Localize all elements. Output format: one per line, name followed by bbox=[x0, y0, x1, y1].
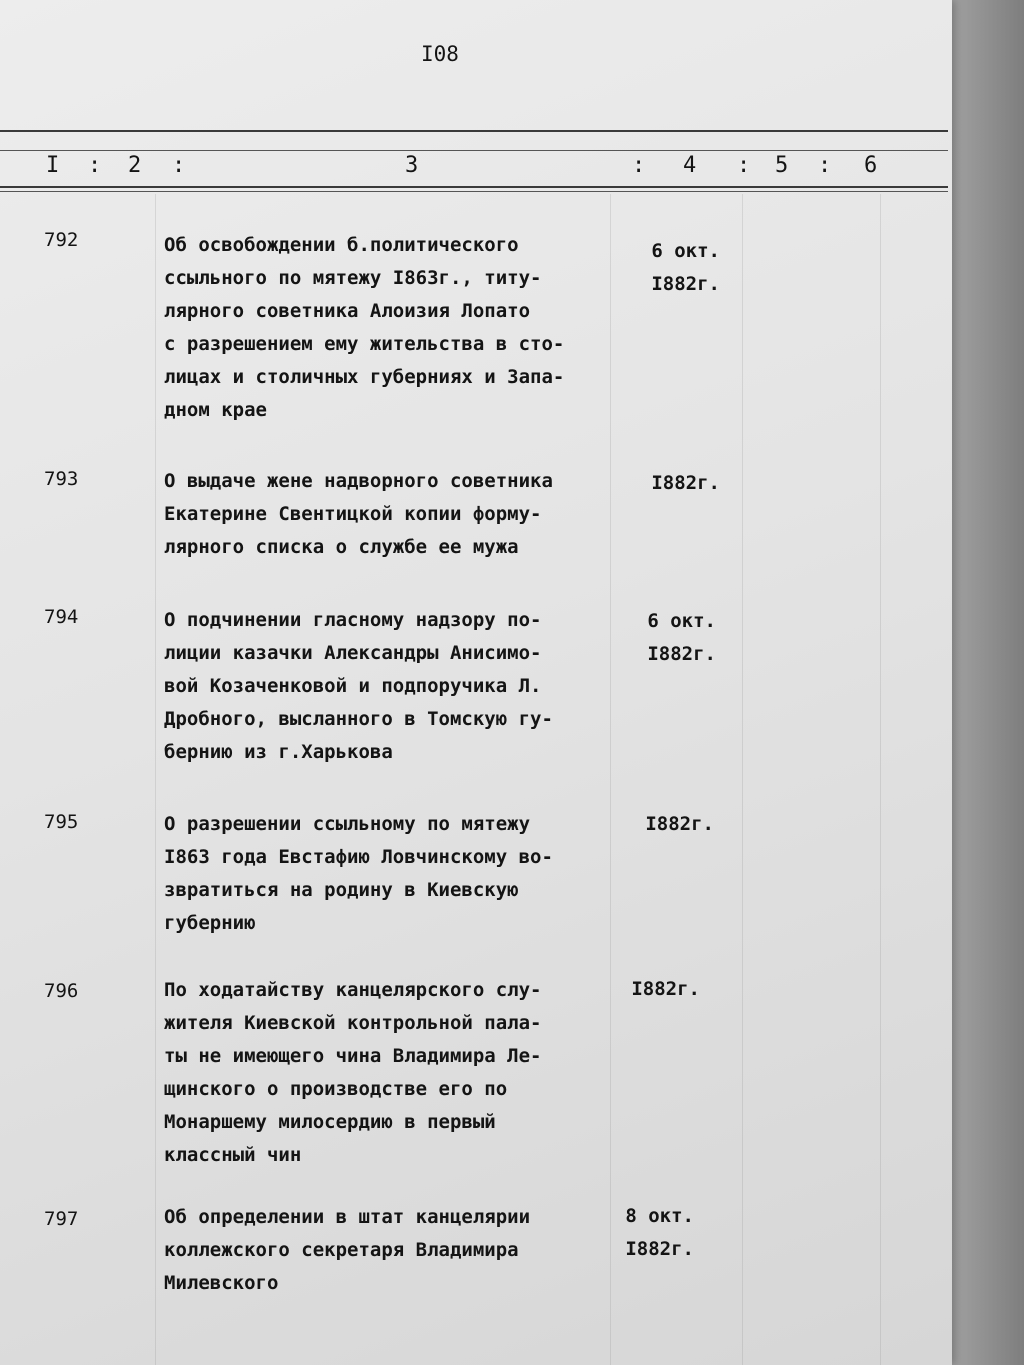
column-number-row bbox=[0, 148, 950, 184]
entry-description: О выдаче жене надворного советника Екатерине Свентицкой копии форму- лярного списка о службе ее мужа bbox=[164, 470, 553, 558]
column-separator: : bbox=[88, 153, 102, 178]
column-number-1: I bbox=[46, 153, 60, 178]
entry-number: 793 bbox=[44, 468, 79, 490]
entry-description: По ходатайству канцелярского слу- жителя Киевской контрольной пала- ты не имеющего чина Владимира Ле- щинского о производстве его по Монаршему милосердию в первый классный чин bbox=[164, 979, 542, 1166]
entry-date: 6 окт. I882г. bbox=[647, 610, 716, 665]
header-rule-bottom bbox=[0, 186, 948, 188]
column-separator: : bbox=[818, 153, 832, 178]
entry-description: Об освобождении б.политического ссыльного по мятежу I863г., титу- лярного советника Алоизия Лопато с разрешением ему жительства в сто- лицах и столичных губерниях и Запа- дном крае bbox=[164, 234, 565, 421]
column-separator: : bbox=[737, 153, 751, 178]
entry-number: 792 bbox=[44, 229, 79, 251]
entry-description: Об определении в штат канцелярии коллежского секретаря Владимира Милевского bbox=[164, 1206, 531, 1294]
entry-date: 6 окт. I882г. bbox=[651, 240, 720, 295]
entry-date: 8 окт. I882г. bbox=[625, 1205, 694, 1260]
column-divider bbox=[742, 194, 743, 1365]
page-number: I08 bbox=[421, 42, 459, 66]
entry-date: I882г. bbox=[645, 813, 714, 835]
header-rule-top bbox=[0, 130, 948, 132]
entry-number: 796 bbox=[44, 980, 79, 1002]
entry-description: О подчинении гласному надзору по- лиции казачки Александры Анисимо- вой Козаченковой и подпоручика Л. Дробного, высланного в Томскую гу- бернию из г.Харькова bbox=[164, 609, 553, 763]
entry-number: 797 bbox=[44, 1208, 79, 1230]
column-divider bbox=[880, 194, 881, 1365]
column-separator: : bbox=[172, 153, 186, 178]
column-number-3: 3 bbox=[405, 153, 419, 178]
column-number-2: 2 bbox=[128, 153, 142, 178]
entry-date: I882г. bbox=[651, 472, 720, 494]
entry-number: 795 bbox=[44, 811, 79, 833]
entry-description: О разрешении ссыльному по мятежу I863 года Евстафию Ловчинскому во- звратиться на родину в Киевскую губернию bbox=[164, 813, 553, 934]
column-divider bbox=[155, 194, 156, 1365]
entry-date: I882г. bbox=[631, 978, 700, 1000]
header-rule-bottom-thin bbox=[0, 191, 948, 192]
column-separator: : bbox=[632, 153, 646, 178]
column-number-6: 6 bbox=[864, 153, 878, 178]
column-number-4: 4 bbox=[683, 153, 697, 178]
entry-number: 794 bbox=[44, 606, 79, 628]
column-number-5: 5 bbox=[775, 153, 789, 178]
